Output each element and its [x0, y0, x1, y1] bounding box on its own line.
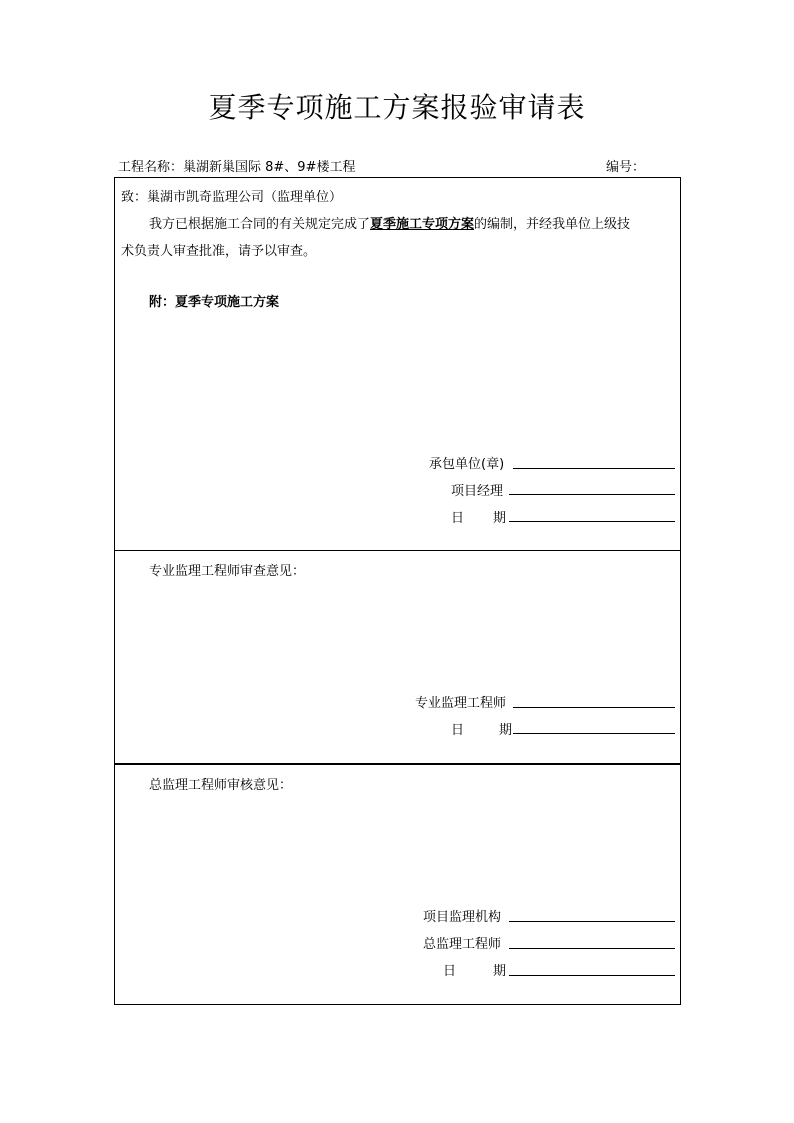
chief-engineer-label: 总监理工程师	[423, 937, 502, 952]
application-body-line1	[149, 213, 630, 232]
addressee-line: 致：巢湖市凯奇监理公司（监理单位）	[121, 190, 343, 205]
engineer-review-heading: 专业监理工程师审查意见：	[149, 564, 306, 579]
supervising-engineer-line[interactable]	[513, 707, 675, 708]
project-name-label: 工程名称：巢湖新巢国际 8#、9#楼工程	[118, 160, 356, 175]
date-label-char2: 期	[499, 723, 513, 738]
project-manager-label: 项目经理	[451, 484, 504, 499]
document-number-label: 编号：	[606, 160, 646, 175]
chief-review-heading: 总监理工程师审核意见：	[149, 778, 293, 793]
supervision-org-line[interactable]	[509, 921, 675, 922]
date-label-char2: 期	[493, 511, 507, 526]
attachment-note: 附：夏季专项施工方案	[149, 295, 280, 310]
date-label-char1: 日	[443, 964, 457, 979]
application-section	[114, 177, 681, 551]
chief-engineer-line[interactable]	[509, 948, 675, 949]
contractor-seal-line[interactable]	[513, 468, 675, 469]
chief-review-section	[114, 764, 681, 1005]
date-label-char1: 日	[451, 723, 465, 738]
date-line[interactable]	[509, 975, 675, 976]
contractor-seal-label: 承包单位(章)	[429, 457, 505, 472]
date-line[interactable]	[513, 733, 675, 734]
date-label-char1: 日	[451, 511, 465, 526]
supervising-engineer-label: 专业监理工程师	[415, 696, 507, 711]
date-label-char2: 期	[493, 964, 507, 979]
scheme-name: 夏季施工专项方案	[370, 217, 475, 232]
page-title: 夏季专项施工方案报验审请表	[208, 91, 586, 124]
engineer-review-section	[114, 550, 681, 764]
application-body-line2: 术负责人审查批准，请予以审查。	[121, 244, 317, 259]
project-manager-line[interactable]	[509, 494, 675, 495]
body-text: 的编制，并经我单位上级技	[474, 217, 631, 232]
date-line[interactable]	[509, 521, 675, 522]
supervision-org-label: 项目监理机构	[423, 910, 502, 925]
body-text: 我方已根据施工合同的有关规定完成了	[149, 217, 371, 232]
